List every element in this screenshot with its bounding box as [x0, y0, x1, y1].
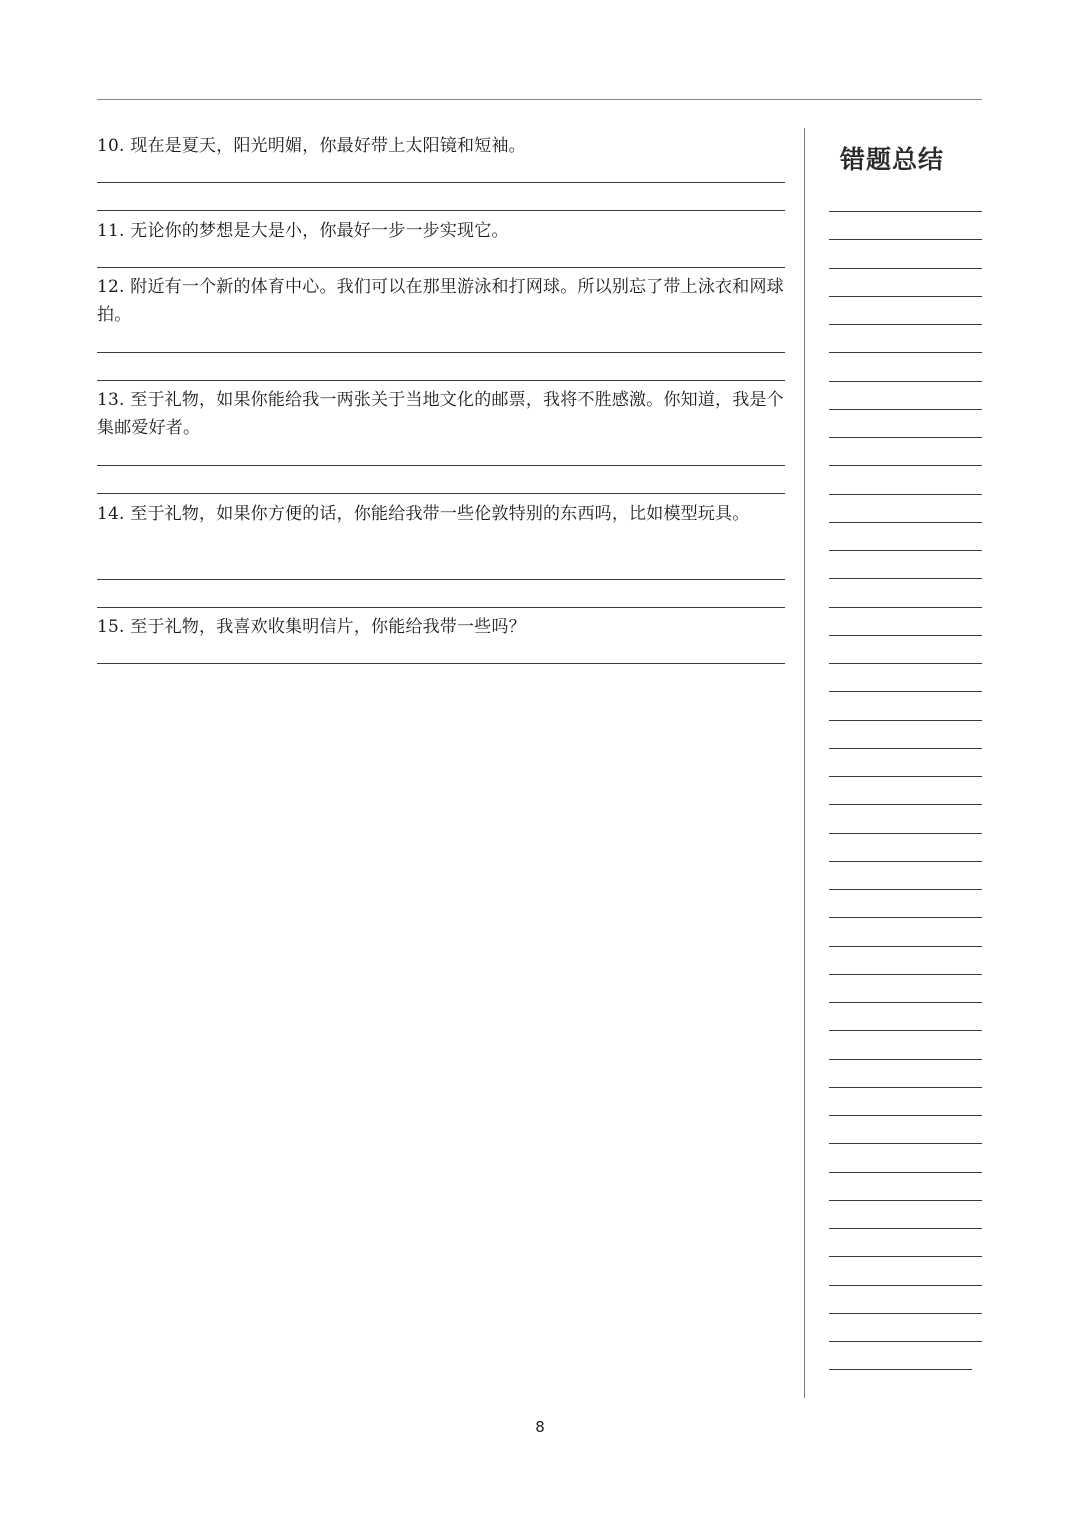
question-text: 至于礼物，我喜欢收集明信片，你能给我带一些吗？: [130, 617, 526, 637]
summary-writing-line[interactable]: [829, 522, 982, 523]
answer-line-13b[interactable]: [97, 493, 785, 494]
summary-writing-line[interactable]: [829, 946, 982, 947]
summary-writing-line[interactable]: [829, 1256, 982, 1257]
answer-line-13a[interactable]: [97, 465, 785, 466]
mistake-summary-title: 错题总结: [839, 145, 944, 174]
question-number: 15.: [97, 617, 125, 637]
answer-line-14a[interactable]: [97, 579, 785, 580]
question-text: 至于礼物，如果你方便的话，你能给我带一些伦敦特别的东西吗，比如模型玩具。: [130, 504, 750, 524]
question-number: 12.: [97, 277, 125, 297]
summary-writing-line[interactable]: [829, 239, 982, 240]
summary-writing-line[interactable]: [829, 550, 982, 551]
summary-writing-line[interactable]: [829, 324, 982, 325]
summary-writing-line[interactable]: [829, 748, 982, 749]
summary-writing-line[interactable]: [829, 1200, 982, 1201]
question-15: [97, 613, 785, 641]
header-rule: [97, 99, 982, 100]
summary-writing-line[interactable]: [829, 635, 982, 636]
summary-writing-line[interactable]: [829, 1002, 982, 1003]
summary-writing-line[interactable]: [829, 352, 982, 353]
summary-writing-line[interactable]: [829, 889, 982, 890]
question-number: 13.: [97, 390, 125, 410]
column-divider: [804, 128, 805, 1398]
summary-writing-line[interactable]: [829, 268, 982, 269]
question-number: 11.: [97, 221, 125, 241]
question-13: [97, 386, 785, 442]
summary-writing-line[interactable]: [829, 607, 982, 608]
summary-writing-line[interactable]: [829, 1228, 982, 1229]
summary-writing-line[interactable]: [829, 437, 982, 438]
summary-writing-line[interactable]: [829, 663, 982, 664]
answer-line-15[interactable]: [97, 663, 785, 664]
question-10: [97, 132, 785, 160]
summary-writing-line[interactable]: [829, 578, 982, 579]
summary-writing-line[interactable]: [829, 1172, 982, 1173]
summary-writing-line[interactable]: [829, 1087, 982, 1088]
summary-writing-line[interactable]: [829, 1115, 982, 1116]
summary-writing-line[interactable]: [829, 1313, 982, 1314]
answer-line-12a[interactable]: [97, 352, 785, 353]
question-12: [97, 273, 785, 329]
question-11: [97, 217, 785, 245]
question-text: 至于礼物，如果你能给我一两张关于当地文化的邮票，我将不胜感激。你知道，我是个集邮爱好者。: [97, 390, 784, 438]
question-text: 附近有一个新的体育中心。我们可以在那里游泳和打网球。所以别忘了带上泳衣和网球拍。: [97, 277, 784, 325]
answer-line-10a[interactable]: [97, 182, 785, 183]
question-text: 无论你的梦想是大是小，你最好一步一步实现它。: [130, 221, 509, 241]
summary-writing-line[interactable]: [829, 1143, 982, 1144]
summary-writing-line[interactable]: [829, 833, 982, 834]
answer-line-10b[interactable]: [97, 210, 785, 211]
summary-writing-line[interactable]: [829, 917, 982, 918]
summary-writing-line[interactable]: [829, 720, 982, 721]
summary-writing-line[interactable]: [829, 296, 982, 297]
summary-writing-line[interactable]: [829, 974, 982, 975]
question-text: 现在是夏天，阳光明媚，你最好带上太阳镜和短袖。: [130, 136, 526, 156]
summary-writing-line[interactable]: [829, 1059, 982, 1060]
page-number: 8: [535, 1418, 545, 1436]
summary-writing-line[interactable]: [829, 494, 982, 495]
summary-writing-line[interactable]: [829, 409, 982, 410]
summary-writing-line[interactable]: [829, 1285, 982, 1286]
summary-writing-line[interactable]: [829, 1341, 982, 1342]
question-number: 10.: [97, 136, 125, 156]
summary-writing-line[interactable]: [829, 465, 982, 466]
answer-line-14b[interactable]: [97, 607, 785, 608]
summary-writing-line[interactable]: [829, 1030, 982, 1031]
summary-writing-line[interactable]: [829, 381, 982, 382]
summary-writing-line[interactable]: [829, 804, 982, 805]
summary-writing-line[interactable]: [829, 1369, 972, 1370]
question-number: 14.: [97, 504, 125, 524]
summary-writing-line[interactable]: [829, 691, 982, 692]
answer-line-12b[interactable]: [97, 380, 785, 381]
summary-writing-line[interactable]: [829, 211, 982, 212]
summary-writing-line[interactable]: [829, 776, 982, 777]
answer-line-11[interactable]: [97, 267, 785, 268]
question-14: [97, 500, 785, 528]
summary-writing-line[interactable]: [829, 861, 982, 862]
